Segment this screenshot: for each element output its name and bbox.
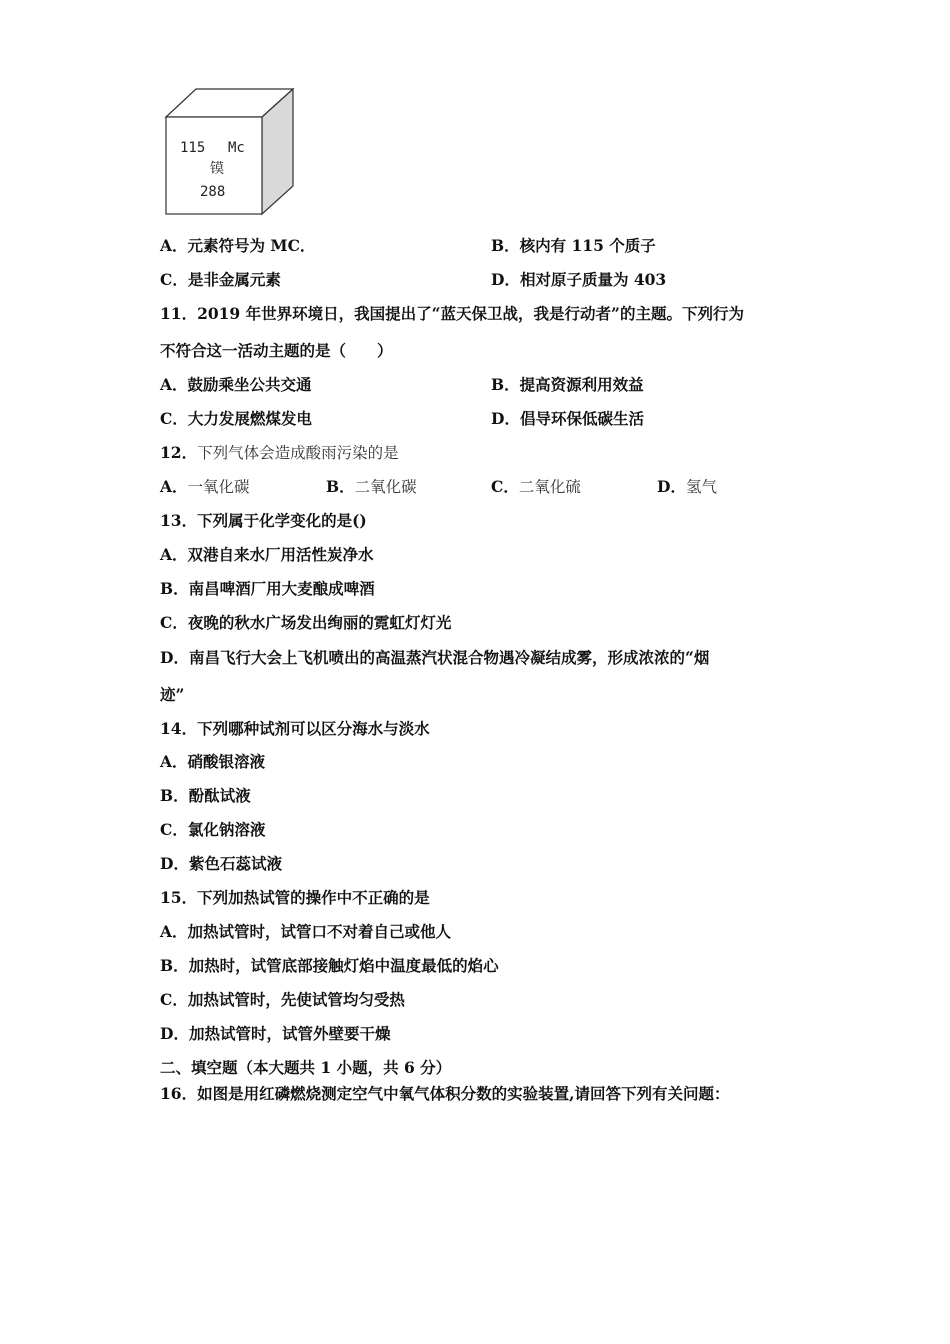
q15-option-c: C．加热试管时，先使试管均匀受热 xyxy=(160,990,405,1009)
q11-option-b: B．提高资源利用效益 xyxy=(491,375,644,394)
q13-option-c: C．夜晚的秋水广场发出绚丽的霓虹灯灯光 xyxy=(160,613,452,632)
q12-option-b xyxy=(326,477,417,497)
q15-option-d: D．加热试管时，试管外壁要干燥 xyxy=(160,1024,391,1043)
q15-stem: 15．下列加热试管的操作中不正确的是 xyxy=(160,888,430,907)
q10-option-a: A．元素符号为 MC． xyxy=(160,236,316,255)
q13-option-a: A．双港自来水厂用活性炭净水 xyxy=(160,545,374,564)
q10-option-b: B．核内有 115 个质子 xyxy=(491,236,656,255)
q12-option-d-text: 氢气 xyxy=(685,478,717,496)
element-name: 镆 xyxy=(210,161,224,177)
q12-option-b-text: 二氧化碳 xyxy=(354,478,417,496)
q12-option-a xyxy=(160,477,250,497)
q12-option-b-label: B． xyxy=(326,477,355,496)
q10-option-c: C．是非金属元素 xyxy=(160,270,281,289)
q12-option-c-label: C． xyxy=(491,477,519,496)
q11-option-d: D．倡导环保低碳生活 xyxy=(491,409,644,428)
q13-option-d-line1: D．南昌飞行大会上飞机喷出的高温蒸汽状混合物遇冷凝结成雾，形成浓浓的“烟 xyxy=(160,648,710,667)
element-mass: 288 xyxy=(200,184,226,200)
q12-option-c-text: 二氧化硫 xyxy=(518,478,581,496)
q13-option-b: B．南昌啤酒厂用大麦酿成啤酒 xyxy=(160,579,375,598)
q12-option-d-label: D． xyxy=(657,477,686,496)
q12-text: 下列气体会造成酸雨污染的是 xyxy=(197,444,399,462)
q12-option-d xyxy=(657,477,717,497)
q16-stem: 16．如图是用红磷燃烧测定空气中氧气体积分数的实验装置,请回答下列有关问题： xyxy=(160,1084,730,1103)
q10-option-d: D．相对原子质量为 403 xyxy=(491,270,667,289)
element-symbol: Mc xyxy=(228,140,245,156)
section2-heading: 二、填空题（本大题共 1 小题，共 6 分） xyxy=(160,1058,452,1077)
q14-option-a: A．硝酸银溶液 xyxy=(160,752,266,771)
q13-stem: 13．下列属于化学变化的是() xyxy=(160,511,367,530)
q13-option-d-line2: 迹” xyxy=(160,685,185,704)
q12-option-c xyxy=(491,477,581,497)
q11-option-a: A．鼓励乘坐公共交通 xyxy=(160,375,312,394)
q15-option-b: B．加热时，试管底部接触灯焰中温度最低的焰心 xyxy=(160,956,499,975)
q11-stem-line1: 11．2019 年世界环境日，我国提出了“蓝天保卫战，我是行动者”的主题。下列行为 xyxy=(160,304,744,323)
q15-option-a: A．加热试管时，试管口不对着自己或他人 xyxy=(160,922,452,941)
element-number: 115 xyxy=(180,140,206,156)
q12-number: 12． xyxy=(160,443,198,462)
q14-stem: 14．下列哪种试剂可以区分海水与淡水 xyxy=(160,719,430,738)
element-card-figure xyxy=(158,84,303,222)
q14-option-d: D．紫色石蕊试液 xyxy=(160,854,282,873)
q11-option-c: C．大力发展燃煤发电 xyxy=(160,409,312,428)
q12-stem xyxy=(160,443,399,463)
q12-option-a-text: 一氧化碳 xyxy=(187,478,250,496)
q14-option-c: C．氯化钠溶液 xyxy=(160,820,266,839)
q11-stem-line2: 不符合这一活动主题的是（ ） xyxy=(160,341,393,360)
q14-option-b: B．酚酞试液 xyxy=(160,786,251,805)
q12-option-a-label: A． xyxy=(160,477,188,496)
